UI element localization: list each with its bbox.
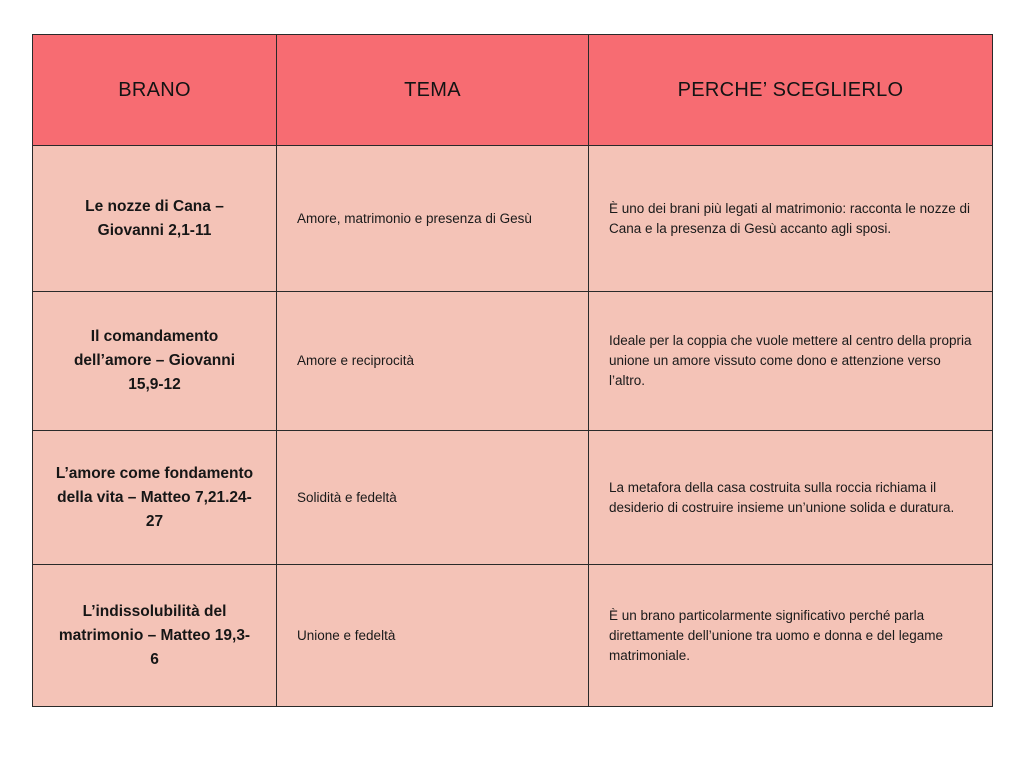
table-header	[33, 35, 993, 146]
cell-perche: La metafora della casa costruita sulla roccia richiama il desiderio di costruire insieme un’unione solida e duratura.	[589, 431, 993, 565]
table-row	[33, 565, 993, 707]
cell-tema: Solidità e fedeltà	[277, 431, 589, 565]
table-row	[33, 431, 993, 565]
cell-tema: Amore e reciprocità	[277, 292, 589, 431]
table-row	[33, 292, 993, 431]
cell-perche: È uno dei brani più legati al matrimonio: racconta le nozze di Cana e la presenza di Gesù accanto agli sposi.	[589, 146, 993, 292]
cell-brano: Il comandamento dell’amore – Giovanni 15,9-12	[33, 292, 277, 431]
readings-table-container	[32, 34, 992, 707]
table-body	[33, 146, 993, 707]
cell-perche: Ideale per la coppia che vuole mettere al centro della propria unione un amore vissuto come dono e attenzione verso l’altro.	[589, 292, 993, 431]
table-row	[33, 146, 993, 292]
cell-tema: Amore, matrimonio e presenza di Gesù	[277, 146, 589, 292]
header-row	[33, 35, 993, 146]
cell-perche: È un brano particolarmente significativo perché parla direttamente dell’unione tra uomo e donna e del legame matrimoniale.	[589, 565, 993, 707]
header-brano: BRANO	[33, 35, 277, 146]
header-tema: TEMA	[277, 35, 589, 146]
cell-brano: Le nozze di Cana – Giovanni 2,1-11	[33, 146, 277, 292]
cell-tema: Unione e fedeltà	[277, 565, 589, 707]
cell-brano: L’amore come fondamento della vita – Matteo 7,21.24-27	[33, 431, 277, 565]
readings-table	[32, 34, 993, 707]
header-perche: PERCHE’ SCEGLIERLO	[589, 35, 993, 146]
cell-brano: L’indissolubilità del matrimonio – Matteo 19,3-6	[33, 565, 277, 707]
